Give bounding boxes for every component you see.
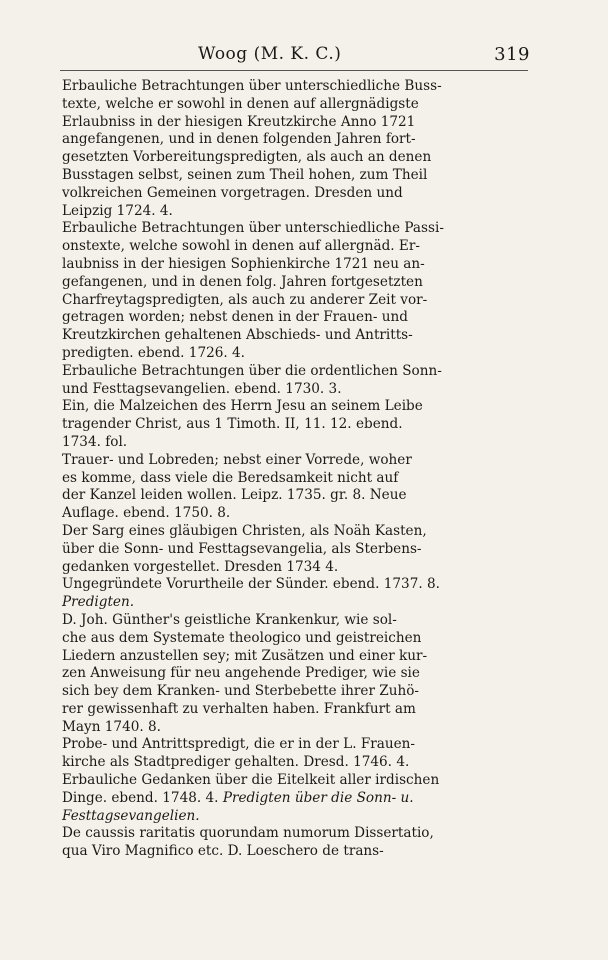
- entry-line: De caussis raritatis quorundam numorum Dissertatio,: [62, 825, 434, 842]
- bibliography-entry: [62, 220, 520, 362]
- page-number: 319: [494, 44, 530, 65]
- entry-line: zen Anweisung für neu angehende Prediger, wie sie: [62, 665, 420, 682]
- bibliography-entry: [62, 523, 520, 576]
- entry-line: Erbauliche Betrachtungen über die ordentlichen Sonn-: [62, 362, 442, 379]
- entry-line: getragen worden; nebst denen in der Frauen- und: [62, 309, 408, 326]
- entry-line: es komme, dass viele die Beredsamkeit nicht auf: [62, 469, 399, 486]
- entry-line: Trauer- und Lobreden; nebst einer Vorrede, woher: [62, 451, 412, 468]
- entry-subject-note: Festtagsevangelien.: [62, 807, 200, 824]
- entry-line: und Festtagsevangelien. ebend. 1730. 3.: [62, 380, 342, 397]
- entry-line: volkreichen Gemeinen vorgetragen. Dresden und: [62, 184, 403, 201]
- bibliography-entry: [62, 736, 520, 772]
- running-title: Woog (M. K. C.): [198, 44, 342, 64]
- entry-line: Mayn 1740. 8.: [62, 718, 161, 735]
- entry-line: Erbauliche Gedanken über die Eitelkeit aller irdischen: [62, 772, 440, 789]
- bibliography-entry: [62, 78, 520, 220]
- bibliography-entry: [62, 576, 520, 612]
- bibliography-entry: [62, 452, 520, 523]
- bibliography-entry: [62, 772, 520, 825]
- entry-line: Probe- und Antrittspredigt, die er in der L. Frauen-: [62, 736, 416, 753]
- entry-line: Busstagen selbst, seinen zum Theil hohen, zum Theil: [62, 166, 428, 183]
- entry-line: kirche als Stadtprediger gehalten. Dresd. 1746. 4.: [62, 754, 410, 771]
- entry-line: 1734. fol.: [62, 433, 128, 450]
- entry-line: laubniss in der hiesigen Sophienkirche 1721 neu an-: [62, 255, 425, 272]
- entry-line: über die Sonn- und Festtagsevangelia, als Sterbens-: [62, 540, 422, 557]
- entry-line: predigten. ebend. 1726. 4.: [62, 344, 245, 361]
- bibliography-list: [62, 78, 520, 861]
- entry-line: Dinge. ebend. 1748. 4. Predigten über die Sonn- u.: [62, 789, 414, 806]
- entry-line: Der Sarg eines gläubigen Christen, als Noäh Kasten,: [62, 522, 427, 539]
- entry-subject-note: Predigten.: [62, 594, 135, 611]
- bibliography-entry: [62, 398, 520, 451]
- entry-line: der Kanzel leiden wollen. Leipz. 1735. gr. 8. Neue: [62, 487, 407, 504]
- entry-line: texte, welche er sowohl in denen auf allergnädigste: [62, 95, 419, 112]
- entry-line: gefangenen, und in denen folg. Jahren fortgesetzten: [62, 273, 423, 290]
- header-rule: [60, 70, 528, 71]
- entry-line: Ungegründete Vorurtheile der Sünder. ebend. 1737. 8.: [62, 576, 440, 593]
- entry-line: Erlaubniss in der hiesigen Kreutzkirche Anno 1721: [62, 113, 416, 130]
- entry-line: Auflage. ebend. 1750. 8.: [62, 505, 231, 522]
- bibliography-entry: [62, 612, 520, 737]
- entry-line: Charfreytagspredigten, als auch zu anderer Zeit vor-: [62, 291, 428, 308]
- entry-line: qua Viro Magnifico etc. D. Loeschero de trans-: [62, 843, 384, 860]
- entry-line: Liedern anzustellen sey; mit Zusätzen und einer kur-: [62, 647, 428, 664]
- bibliography-entry: [62, 825, 520, 861]
- entry-line: che aus dem Systemate theologico und geistreichen: [62, 629, 422, 646]
- entry-line: angefangenen, und in denen folgenden Jahren fort-: [62, 131, 416, 148]
- entry-line: Leipzig 1724. 4.: [62, 202, 173, 219]
- entry-line: gedanken vorgestellet. Dresden 1734 4.: [62, 558, 339, 575]
- entry-line: D. Joh. Günther's geistliche Krankenkur, wie sol-: [62, 611, 397, 628]
- entry-line: gesetzten Vorbereitungspredigten, als auch an denen: [62, 149, 432, 166]
- entry-line: Ein, die Malzeichen des Herrn Jesu an seinem Leibe: [62, 398, 423, 415]
- entry-line: Erbauliche Betrachtungen über unterschiedliche Buss-: [62, 78, 442, 94]
- bibliography-entry: [62, 363, 520, 399]
- entry-line: onstexte, welche sowohl in denen auf allergnäd. Er-: [62, 238, 420, 255]
- entry-line: tragender Christ, aus 1 Timoth. II, 11. 12. ebend.: [62, 416, 403, 433]
- entry-line: sich bey dem Kranken- und Sterbebette ihrer Zuhö-: [62, 683, 420, 700]
- entry-line: Kreutzkirchen gehaltenen Abschieds- und Antritts-: [62, 327, 413, 344]
- entry-subject-note: Predigten über die Sonn- u.: [218, 789, 414, 806]
- entry-line: Erbauliche Betrachtungen über unterschiedliche Passi-: [62, 220, 444, 237]
- entry-line: rer gewissenhaft zu verhalten haben. Frankfurt am: [62, 700, 416, 717]
